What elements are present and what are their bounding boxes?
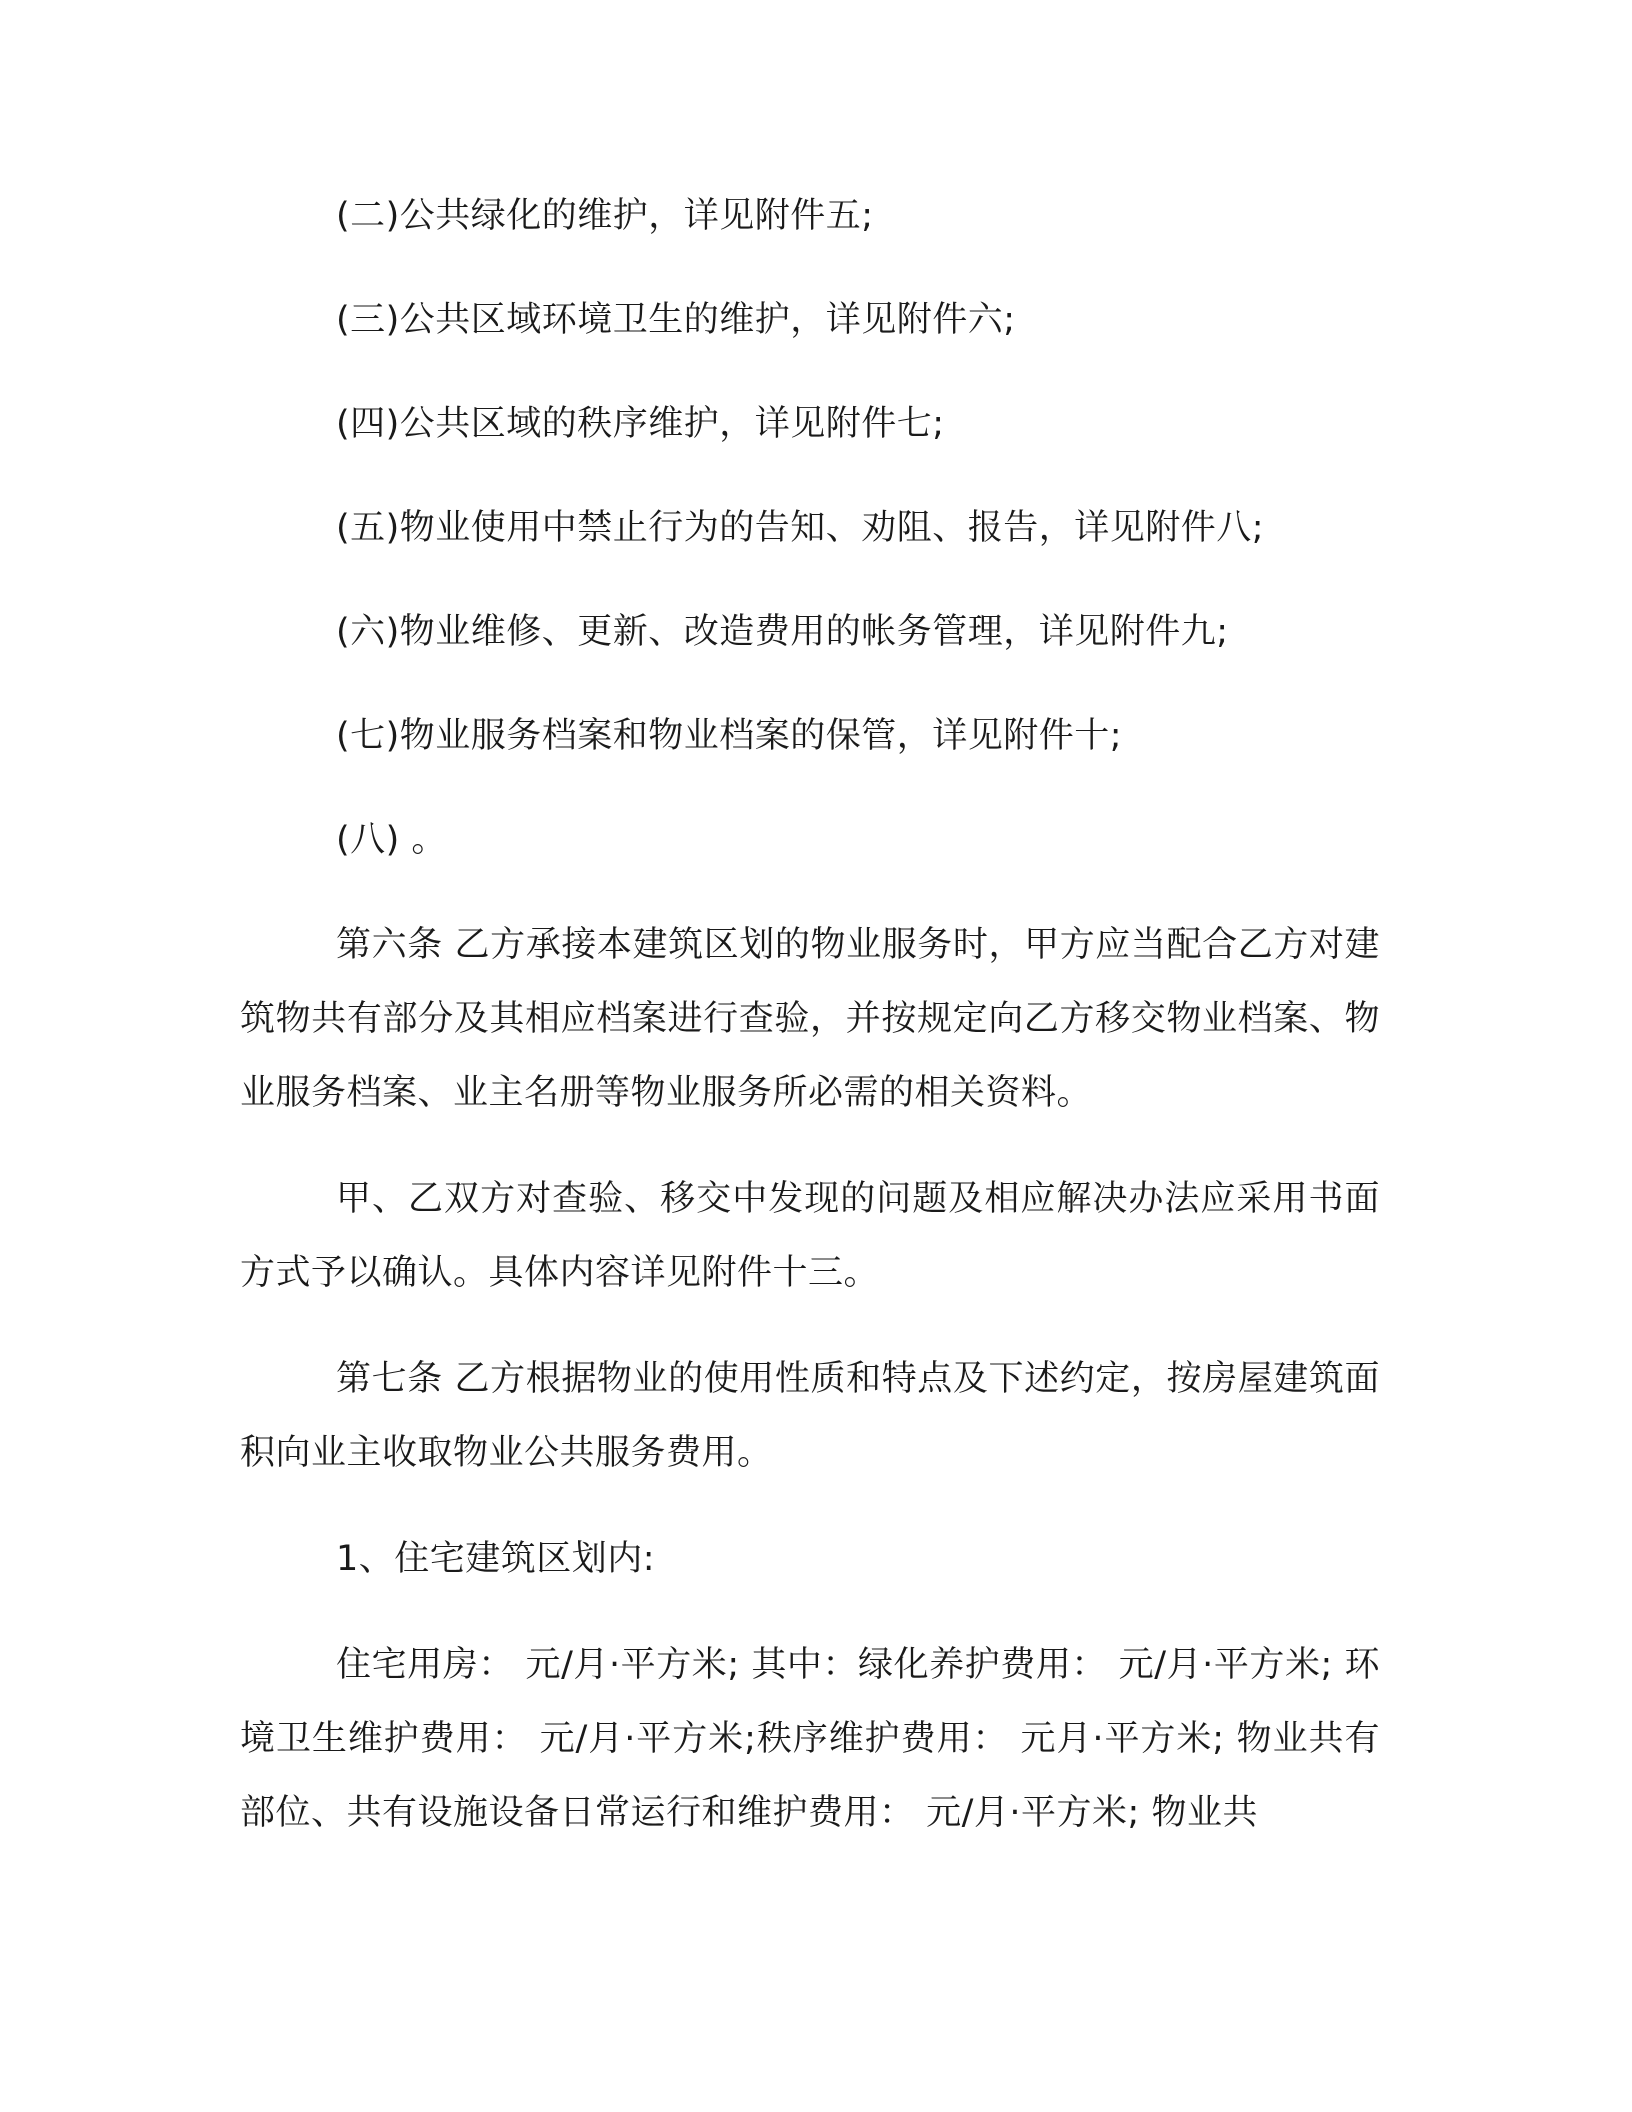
paragraph-article-six: 第六条 乙方承接本建筑区划的物业服务时，甲方应当配合乙方对建筑物共有部分及其相应档案进行查验，并按规定向乙方移交物业档案、物业服务档案、业主名册等物业服务所必需的相关资料。 xyxy=(240,925,1380,1113)
list-item: (二)公共绿化的维护，详见附件五; xyxy=(336,196,874,236)
list-item: (三)公共区域环境卫生的维护，详见附件六; xyxy=(336,300,1016,340)
paragraph-residential-heading: 1、住宅建筑区划内: xyxy=(336,1539,656,1579)
paragraph-inspection-confirmation: 甲、乙双方对查验、移交中发现的问题及相应解决办法应采用书面方式予以确认。具体内容详见附件十三。 xyxy=(240,1179,1380,1293)
document-body xyxy=(240,178,1380,1882)
list-item: (四)公共区域的秩序维护，详见附件七; xyxy=(336,404,945,444)
paragraph-article-seven: 第七条 乙方根据物业的使用性质和特点及下述约定，按房屋建筑面积向业主收取物业公共服务费用。 xyxy=(240,1359,1380,1473)
list-item: (六)物业维修、更新、改造费用的帐务管理，详见附件九; xyxy=(336,612,1229,652)
list-item: (七)物业服务档案和物业档案的保管，详见附件十; xyxy=(336,716,1123,756)
list-item: (五)物业使用中禁止行为的告知、劝阻、报告，详见附件八; xyxy=(336,508,1265,548)
list-item: (八) 。 xyxy=(336,820,447,860)
paragraph-residential-fees: 住宅用房： 元/月·平方米; 其中：绿化养护费用： 元/月·平方米; 环境卫生维护费用： 元/月·平方米;秩序维护费用： 元月·平方米; 物业共有部位、共有设施设备日常运行和维护费用： 元/月·平方米; 物业共 xyxy=(240,1645,1380,1833)
